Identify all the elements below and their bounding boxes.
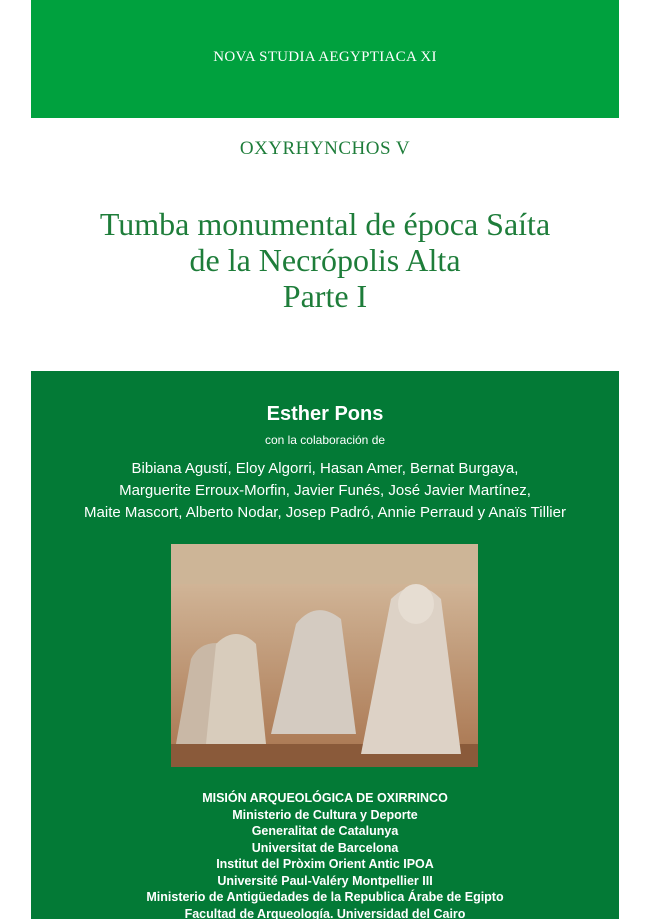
institution: Facultad de Arqueología. Universidad del Cairo (31, 906, 619, 922)
volume-subtitle: OXYRHYNCHOS V (31, 138, 619, 160)
institution: Generalitat de Catalunya (31, 823, 619, 840)
title-line: Parte I (31, 278, 619, 314)
author-name: Esther Pons (31, 403, 619, 426)
sarcophagi-photo (171, 544, 478, 767)
series-band (31, 0, 619, 118)
institution: Ministerio de Antigüedades de la Republica Árabe de Egipto (31, 889, 619, 906)
title-line: de la Necrópolis Alta (31, 242, 619, 278)
institution: MISIÓN ARQUEOLÓGICA DE OXIRRINCO (31, 790, 619, 807)
book-title (31, 206, 619, 314)
collaborators-line: Marguerite Erroux-Morfin, Javier Funés, José Javier Martínez, (31, 480, 619, 502)
title-line: Tumba monumental de época Saíta (31, 206, 619, 242)
institution: Universitat de Barcelona (31, 840, 619, 857)
institution: Institut del Pròxim Orient Antic IPOA (31, 856, 619, 873)
institution: Ministerio de Cultura y Deporte (31, 807, 619, 824)
collaborators-line: Bibiana Agustí, Eloy Algorri, Hasan Amer, Bernat Burgaya, (31, 458, 619, 480)
collaborators (31, 458, 619, 524)
institution: Université Paul-Valéry Montpellier III (31, 873, 619, 890)
author-band (31, 371, 619, 919)
series-title: NOVA STUDIA AEGYPTIACA XI (31, 49, 619, 66)
institutions (31, 790, 619, 922)
collaboration-label: con la colaboración de (31, 433, 619, 447)
collaborators-line: Maite Mascort, Alberto Nodar, Josep Padró, Annie Perraud y Anaïs Tillier (31, 502, 619, 524)
